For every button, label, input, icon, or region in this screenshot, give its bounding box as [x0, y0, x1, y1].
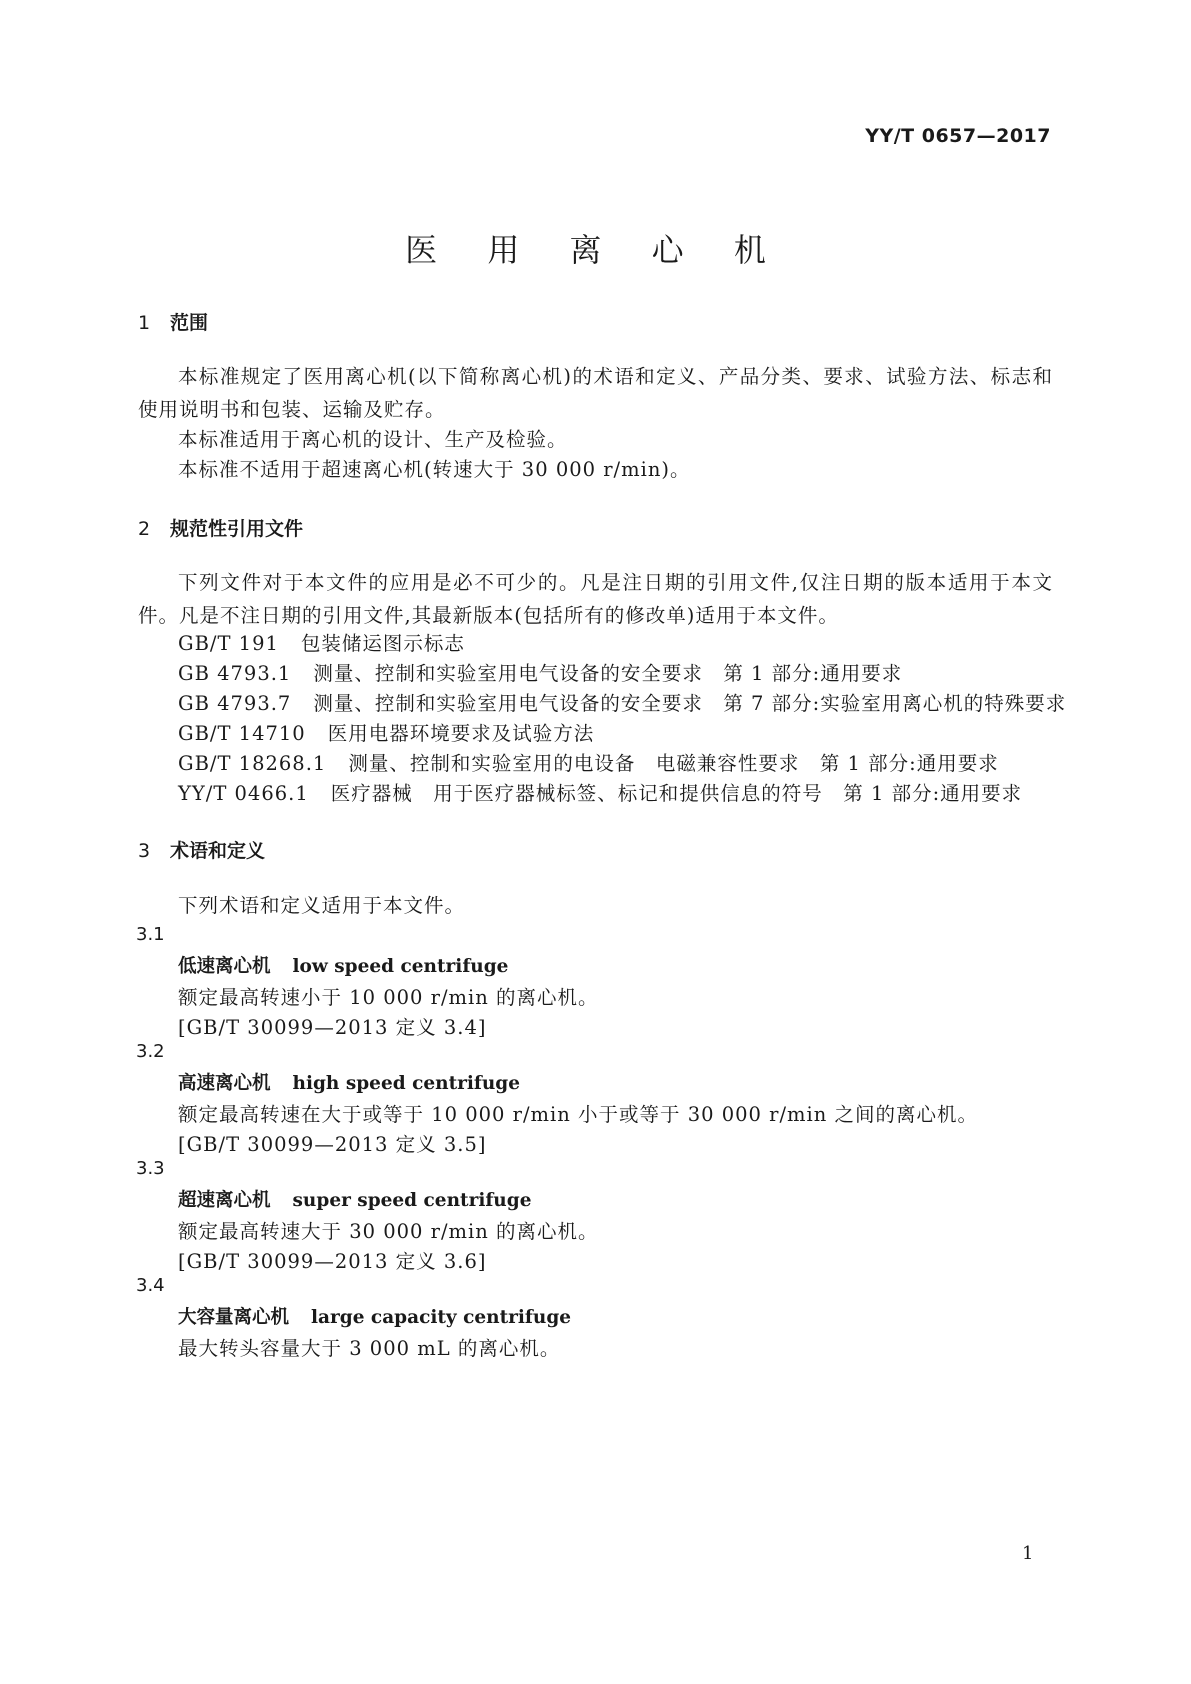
section-1-paragraph-1: 本标准规定了医用离心机(以下简称离心机)的术语和定义、产品分类、要求、试验方法、标志和使用说明书和包装、运输及贮存。 [138, 365, 1053, 421]
normative-reference [178, 628, 465, 656]
term-en: high speed centrifuge [292, 1073, 521, 1094]
reference-code: GB 4793.1 [178, 662, 292, 685]
section-number: 2 [138, 518, 151, 540]
reference-code: GB/T 14710 [178, 722, 306, 745]
term-source: [GB/T 30099—2013 定义 3.5] [178, 1133, 487, 1156]
term-en: super speed centrifuge [292, 1190, 532, 1211]
normative-reference [178, 778, 1022, 806]
section-1-paragraph-2: 本标准适用于离心机的设计、生产及检验。 [178, 428, 568, 451]
term-definition: 额定最高转速大于 30 000 r/min 的离心机。 [178, 1220, 599, 1243]
reference-title: 包装储运图示标志 [300, 632, 465, 655]
section-3-intro: 下列术语和定义适用于本文件。 [178, 894, 466, 917]
section-title: 规范性引用文件 [170, 518, 304, 540]
page-number: 1 [1022, 1543, 1034, 1564]
section-title: 术语和定义 [170, 840, 266, 862]
term-heading [178, 1069, 520, 1095]
reference-code: YY/T 0466.1 [178, 782, 309, 805]
reference-title: 测量、控制和实验室用电气设备的安全要求 第 7 部分:实验室用离心机的特殊要求 [313, 692, 1067, 715]
normative-reference [178, 658, 902, 686]
reference-title: 测量、控制和实验室用电气设备的安全要求 第 1 部分:通用要求 [313, 662, 903, 685]
term-zh: 高速离心机 [178, 1073, 271, 1094]
reference-code: GB/T 18268.1 [178, 752, 327, 775]
section-title: 范围 [170, 312, 209, 334]
term-zh: 低速离心机 [178, 956, 271, 977]
term-definition: 额定最高转速小于 10 000 r/min 的离心机。 [178, 986, 599, 1009]
term-heading [178, 1186, 531, 1212]
section-3-heading [138, 836, 265, 863]
section-number: 3 [138, 840, 151, 862]
term-number: 3.1 [136, 924, 165, 945]
term-source: [GB/T 30099—2013 定义 3.4] [178, 1016, 487, 1039]
term-source: [GB/T 30099—2013 定义 3.6] [178, 1250, 487, 1273]
term-number: 3.4 [136, 1275, 165, 1296]
reference-code: GB 4793.7 [178, 692, 292, 715]
term-definition: 最大转头容量大于 3 000 mL 的离心机。 [178, 1337, 561, 1360]
term-heading [178, 1303, 571, 1329]
term-heading [178, 952, 508, 978]
reference-code: GB/T 191 [178, 632, 279, 655]
normative-reference [178, 748, 999, 776]
normative-reference [178, 688, 1066, 716]
section-1-paragraph-3: 本标准不适用于超速离心机(转速大于 30 000 r/min)。 [178, 458, 691, 481]
term-number: 3.2 [136, 1041, 165, 1062]
term-en: large capacity centrifuge [311, 1307, 572, 1328]
reference-title: 测量、控制和实验室用的电设备 电磁兼容性要求 第 1 部分:通用要求 [348, 752, 999, 775]
standard-code: YY/T 0657—2017 [865, 125, 1051, 147]
normative-reference [178, 718, 594, 746]
section-number: 1 [138, 312, 151, 334]
term-en: low speed centrifuge [292, 956, 509, 977]
term-definition: 额定最高转速在大于或等于 10 000 r/min 小于或等于 30 000 r/min 之间的离心机。 [178, 1103, 979, 1126]
section-2-intro: 下列文件对于本文件的应用是必不可少的。凡是注日期的引用文件,仅注日期的版本适用于本文件。凡是不注日期的引用文件,其最新版本(包括所有的修改单)适用于本文件。 [138, 571, 1053, 627]
reference-title: 医疗器械 用于医疗器械标签、标记和提供信息的符号 第 1 部分:通用要求 [330, 782, 1023, 805]
section-1-heading [138, 308, 208, 335]
reference-title: 医用电器环境要求及试验方法 [327, 722, 595, 745]
section-2-heading [138, 514, 303, 541]
term-zh: 超速离心机 [178, 1190, 271, 1211]
term-number: 3.3 [136, 1158, 165, 1179]
document-title: 医 用 离 心 机 [405, 231, 786, 269]
term-zh: 大容量离心机 [178, 1307, 290, 1328]
